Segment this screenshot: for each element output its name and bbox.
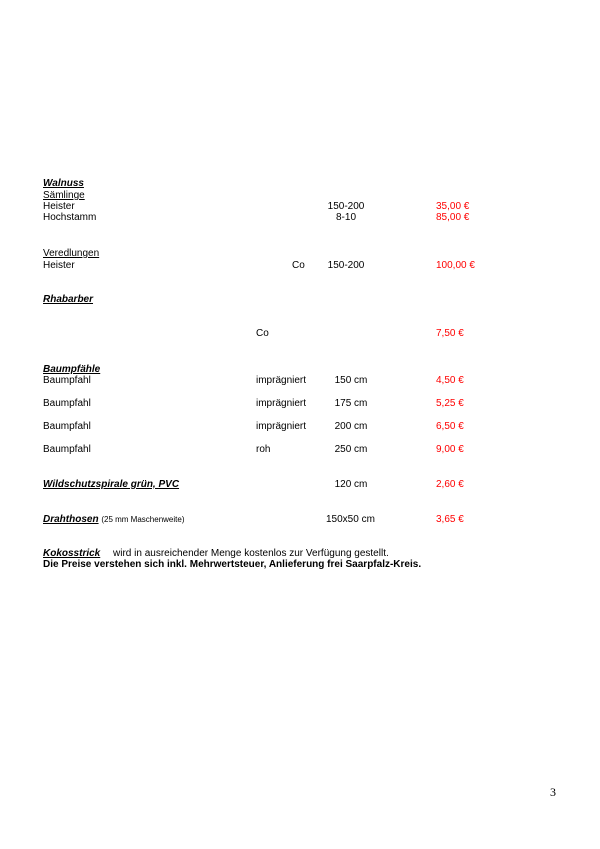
baumpfahl-row-2-size: 175 cm [334,398,368,409]
veredlungen-row-type: Co [292,260,305,271]
walnuss-row-2-name: Hochstamm [43,212,97,223]
drahthosen-heading: Drahthosen [43,514,99,525]
page-number: 3 [550,785,556,799]
baumpfahl-row-3-size: 200 cm [334,421,368,432]
rhabarber-type: Co [256,328,269,339]
wildschutz-price: 2,60 € [436,479,464,490]
baumpfahl-row-2-price: 5,25 € [436,398,464,409]
drahthosen-note: (25 mm Maschenweite) [101,515,185,524]
baumpfahl-row-4-name: Baumpfahl [43,444,91,455]
walnuss-row-2-size: 8-10 [335,212,356,223]
baumpfahl-row-4-price: 9,00 € [436,444,464,455]
rhabarber-price: 7,50 € [436,328,464,339]
baumpfahl-row-1-name: Baumpfahl [43,375,91,386]
baumpfahl-row-3-name: Baumpfahl [43,421,91,432]
veredlungen-row-price: 100,00 € [436,260,475,271]
baumpfahl-row-1-size: 150 cm [334,375,368,386]
drahthosen-price: 3,65 € [436,514,464,525]
baumpfahl-row-2-type: imprägniert [256,398,307,409]
walnuss-heading: Walnuss [43,178,84,189]
rhabarber-heading: Rhabarber [43,294,94,305]
kokosstrick-text: wird in ausreichender Menge kostenlos zur Verfügung gestellt. [113,548,389,559]
price-footnote: Die Preise verstehen sich inkl. Mehrwertsteuer, Anlieferung frei Saarpfalz-Kreis. [43,559,422,570]
walnuss-row-1-price: 35,00 € [436,201,470,212]
baumpfahl-row-1-price: 4,50 € [436,375,464,386]
veredlungen-subheading: Veredlungen [43,248,100,259]
kokosstrick-heading: Kokosstrick [43,548,101,559]
baumpfahl-row-3-type: imprägniert [256,421,307,432]
saemlinge-subheading: Sämlinge [43,190,85,201]
wildschutz-size: 120 cm [334,479,368,490]
baumpfahl-row-4-type: roh [256,444,271,455]
baumpfahl-row-2-name: Baumpfahl [43,398,91,409]
baumpfaehle-heading: Baumpfähle [43,364,101,375]
walnuss-row-2-price: 85,00 € [436,212,470,223]
baumpfahl-row-1-type: imprägniert [256,375,307,386]
baumpfahl-row-3-price: 6,50 € [436,421,464,432]
veredlungen-row-name: Heister [43,260,75,271]
drahthosen-line [43,514,184,526]
veredlungen-row-size: 150-200 [327,260,365,271]
wildschutz-heading: Wildschutzspirale grün, PVC [43,479,180,490]
walnuss-row-1-size: 150-200 [327,201,365,212]
baumpfahl-row-4-size: 250 cm [334,444,368,455]
drahthosen-size: 150x50 cm [326,514,375,525]
walnuss-row-1-name: Heister [43,201,75,212]
